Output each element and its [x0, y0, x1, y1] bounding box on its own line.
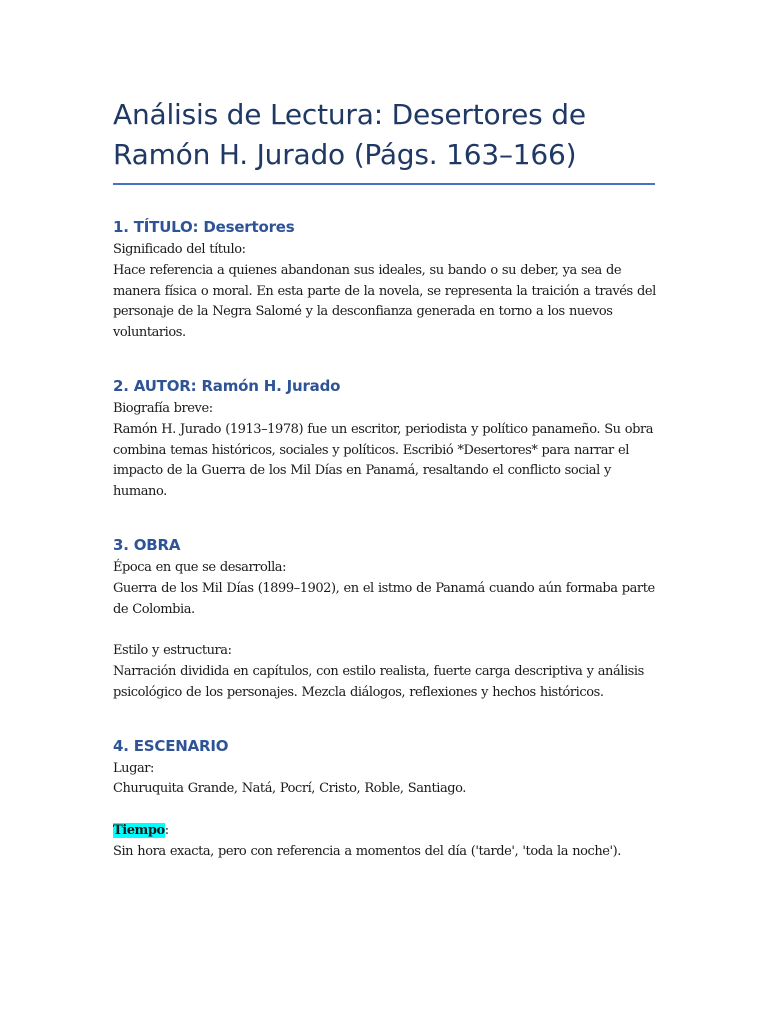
section-autor	[113, 375, 658, 503]
epoca-text: Guerra de los Mil Días (1899–1902), en el istmo de Panamá cuando aún formaba parte de Colombia.	[113, 580, 655, 617]
epoca-label: Época en que se desarrolla:	[113, 559, 287, 575]
title-underline	[113, 183, 655, 185]
title-line-2: Ramón H. Jurado (Págs. 163–166)	[113, 138, 577, 171]
section-obra	[113, 534, 658, 704]
autor-text: Ramón H. Jurado (1913–1978) fue un escritor, periodista y político panameño. Su obra combina temas históricos, sociales y políticos. Escribió *Desertores* para narrar el impacto de la Guerra de los Mil Días en Panamá, resaltando el conflicto social y humano.	[113, 421, 654, 500]
section-titulo	[113, 216, 658, 344]
paragraph-gap	[113, 800, 658, 821]
tiempo-text: Sin hora exacta, pero con referencia a momentos del día ('tarde', 'toda la noche').	[113, 843, 621, 859]
paragraph-gap	[113, 620, 658, 641]
tiempo-label-line	[113, 821, 658, 842]
document-title	[113, 95, 658, 175]
tiempo-colon: :	[164, 822, 169, 838]
section-heading-escenario: 4. ESCENARIO	[113, 736, 229, 755]
titulo-text: Hace referencia a quienes abandonan sus ideales, su bando o su deber, ya sea de manera física o moral. En esta parte de la novela, se representa la traición a través del personaje de la Negra Salomé y la desconfianza generada en torno a los nuevos voluntarios.	[113, 262, 656, 341]
section-heading-obra: 3. OBRA	[113, 535, 181, 554]
section-heading-autor: 2. AUTOR: Ramón H. Jurado	[113, 376, 341, 395]
section-escenario	[113, 735, 658, 863]
estilo-label: Estilo y estructura:	[113, 643, 232, 659]
lugar-text: Churuquita Grande, Natá, Pocrí, Cristo, Roble, Santiago.	[113, 781, 466, 797]
estilo-text: Narración dividida en capítulos, con estilo realista, fuerte carga descriptiva y análisis psicológico de los personajes. Mezcla diálogos, reflexiones y hechos históricos.	[113, 663, 644, 700]
section-heading-titulo: 1. TÍTULO: Desertores	[113, 218, 295, 236]
document-page	[113, 95, 658, 863]
lugar-label: Lugar:	[113, 760, 154, 776]
autor-label: Biografía breve:	[113, 400, 213, 416]
tiempo-highlight: Tiempo	[113, 822, 165, 838]
titulo-label: Significado del título:	[113, 242, 246, 257]
title-line-1: Análisis de Lectura: Desertores de	[113, 98, 586, 131]
